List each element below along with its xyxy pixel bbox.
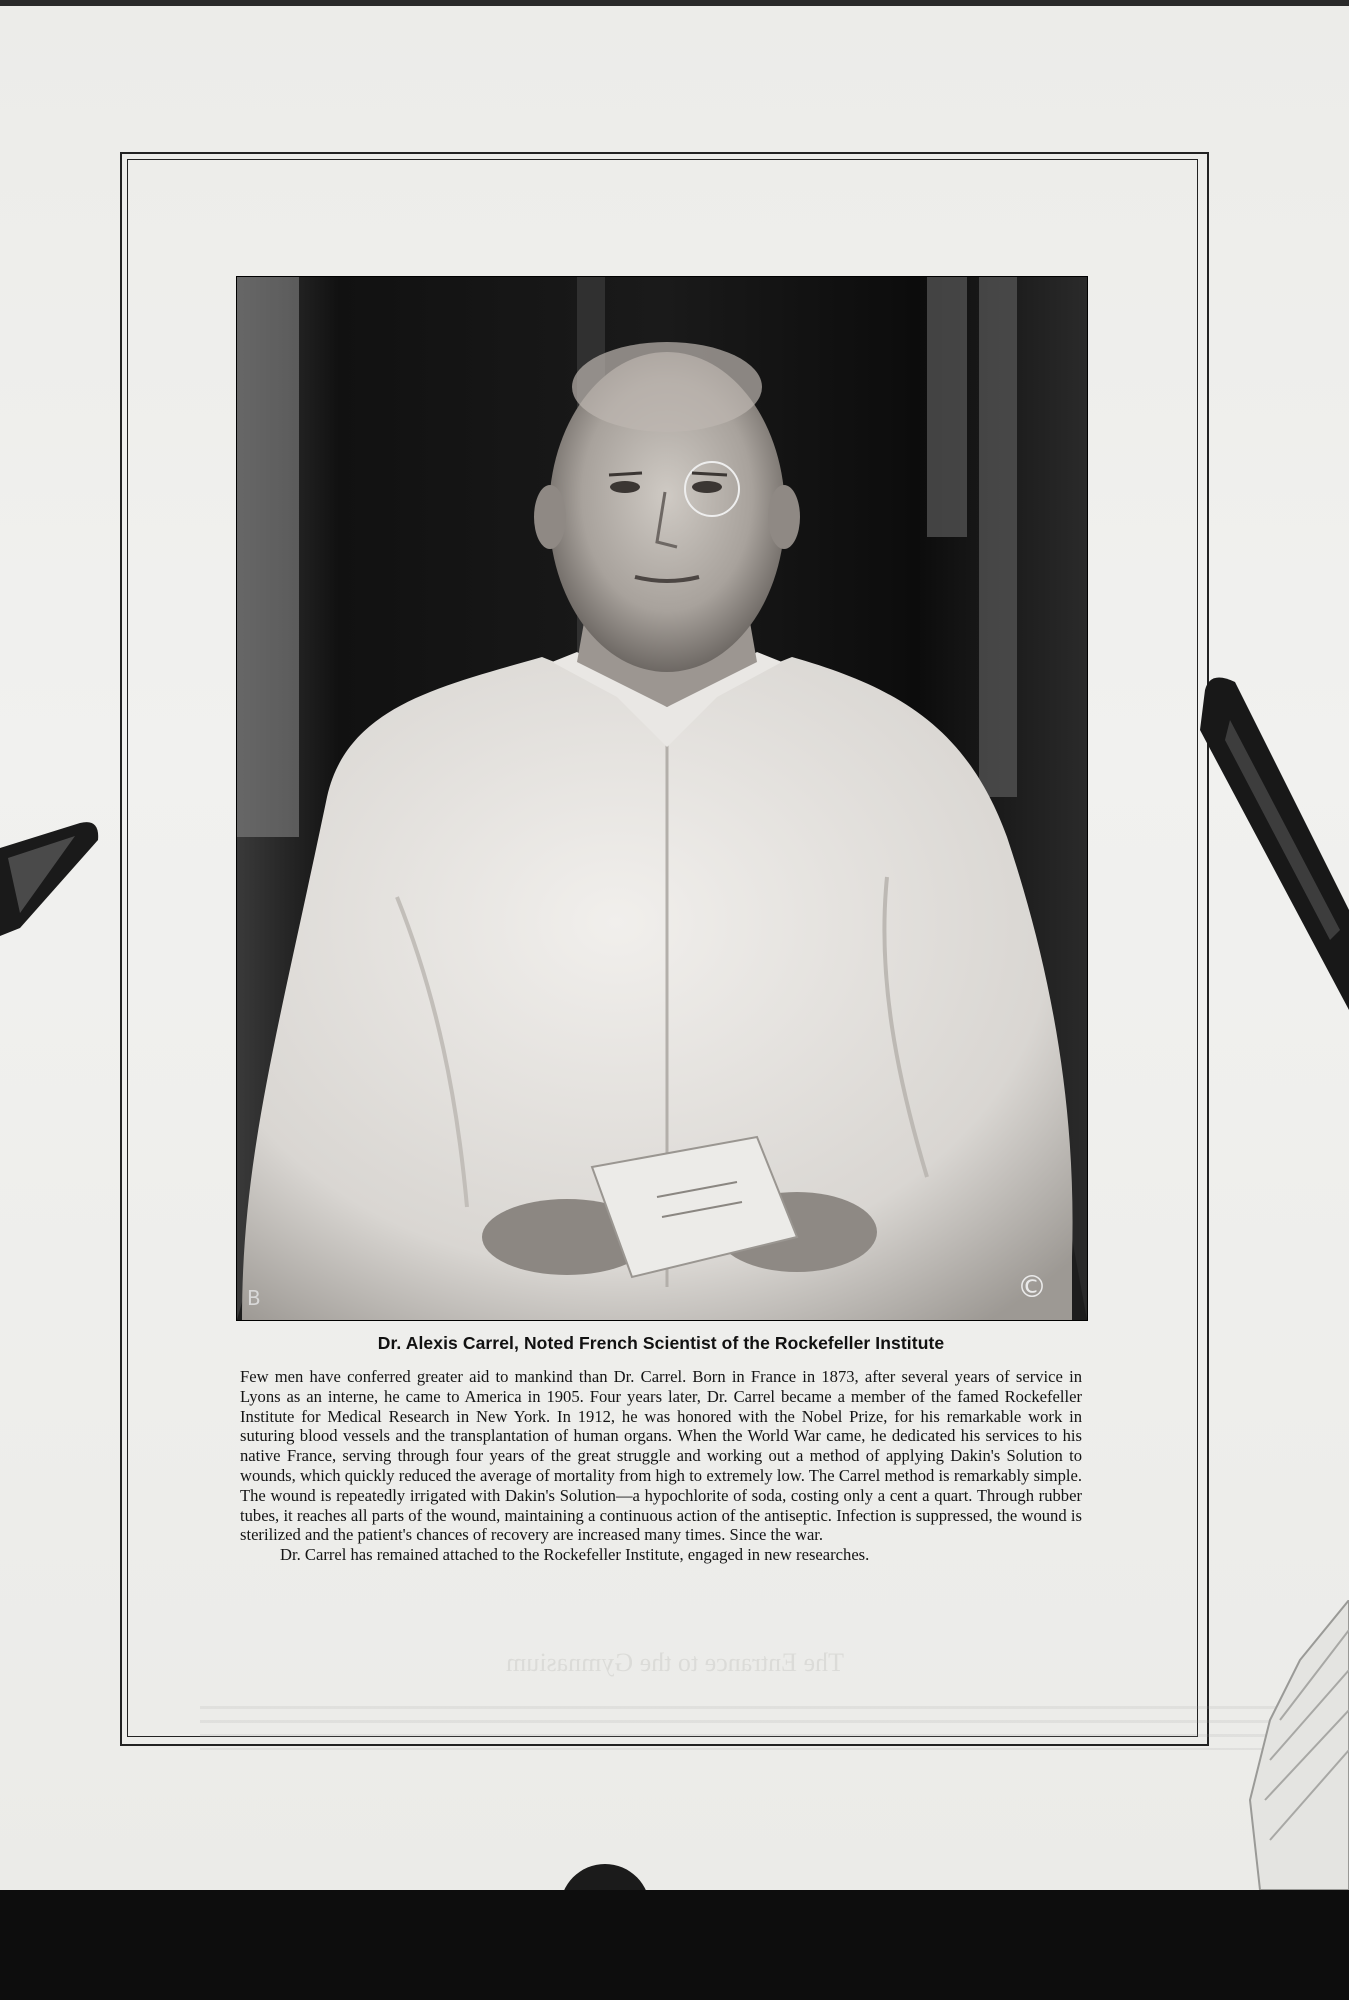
binder-clip-left <box>0 818 110 938</box>
photo-corner-mark: B <box>247 1286 261 1310</box>
portrait-photo <box>236 276 1088 1321</box>
window-light-right <box>979 277 1017 797</box>
caption-title: Dr. Alexis Carrel, Noted French Scientist of the Rockefeller Institute <box>377 1333 945 1353</box>
copyright-mark: © <box>1017 1270 1047 1305</box>
scan-bottom-edge <box>0 1890 1349 2000</box>
scan-top-edge <box>0 0 1349 6</box>
caption-paragraph-2: Dr. Carrel has remained attached to the Rockefeller Institute, engaged in new researches. <box>280 1545 870 1565</box>
window-light-left <box>237 277 299 837</box>
bleed-through-heading: The Entrance to the Gymnasium <box>506 1648 844 1677</box>
page-stack-edge <box>1240 1600 1349 1890</box>
binder-clip-right <box>1190 670 1349 1010</box>
bleed-through-text <box>200 1700 1300 1750</box>
caption-body <box>240 1367 1082 1565</box>
caption-paragraph-1: Few men have conferred greater aid to mankind than Dr. Carrel. Born in France in 1873, after several years of service in Lyons as an interne, he came to America in 1905. Four years later, Dr. Carrel became a member of the famed Rockefeller Institute for Medical Research in New York. In 1912, he was honored with the Nobel Prize, for his remarkable work in suturing blood vessels and the transplantation of human organs. When the World War came, he dedicated his services to his native France, serving through four years of the great struggle and working out a method of applying Dakin's Solution to wounds, which quickly reduced the average of mortality from high to extremely low. The Carrel method is remarkably simple. The wound is repeatedly irrigated with Dakin's Solution—a hypochlorite of soda, costing only a cent a quart. Through rubber tubes, it reaches all parts of the wound, maintaining a continuous action of the antiseptic. Infection is suppressed, the wound is sterilized and the patient's chances of recovery are increased many times. Since the war. <box>240 1367 1082 1545</box>
